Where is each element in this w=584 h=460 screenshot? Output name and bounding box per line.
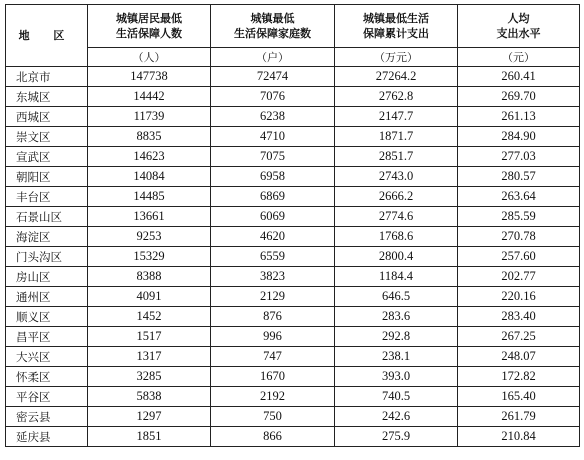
cell-per-capita: 220.16 [458,287,580,307]
cell-per-capita: 267.25 [458,327,580,347]
header-per-capita [458,5,580,48]
header-families [211,5,335,48]
cell-expenditure: 275.9 [335,427,458,447]
cell-people: 14084 [88,167,211,187]
cell-region: 朝阳区 [6,167,88,187]
cell-per-capita: 202.77 [458,267,580,287]
cell-families: 1670 [211,367,335,387]
cell-region: 石景山区 [6,207,88,227]
cell-people: 14442 [88,87,211,107]
cell-people: 4091 [88,287,211,307]
cell-per-capita: 261.79 [458,407,580,427]
cell-per-capita: 283.40 [458,307,580,327]
cell-expenditure: 292.8 [335,327,458,347]
table-body [6,67,580,447]
cell-families: 2192 [211,387,335,407]
cell-expenditure: 283.6 [335,307,458,327]
cell-families: 4710 [211,127,335,147]
table-row [6,107,580,127]
header-people-line2: 生活保障人数 [116,27,182,40]
cell-expenditure: 2762.8 [335,87,458,107]
cell-families: 6958 [211,167,335,187]
cell-expenditure: 393.0 [335,367,458,387]
cell-families: 2129 [211,287,335,307]
cell-expenditure: 1871.7 [335,127,458,147]
cell-people: 1517 [88,327,211,347]
header-families-line1: 城镇最低 [250,12,295,25]
cell-families: 750 [211,407,335,427]
cell-region: 海淀区 [6,227,88,247]
cell-per-capita: 260.41 [458,67,580,87]
cell-per-capita: 257.60 [458,247,580,267]
cell-people: 9253 [88,227,211,247]
header-per-capita-line1: 人均 [507,12,530,25]
header-people [88,5,211,48]
cell-expenditure: 2800.4 [335,247,458,267]
table-row [6,147,580,167]
cell-expenditure: 2851.7 [335,147,458,167]
cell-per-capita: 263.64 [458,187,580,207]
table-row [6,87,580,107]
cell-region: 西城区 [6,107,88,127]
cell-per-capita: 284.90 [458,127,580,147]
cell-people: 8835 [88,127,211,147]
cell-expenditure: 1768.6 [335,227,458,247]
cell-families: 996 [211,327,335,347]
cell-expenditure: 1184.4 [335,267,458,287]
table-row [6,367,580,387]
cell-region: 平谷区 [6,387,88,407]
unit-expenditure: （万元） [335,48,458,67]
cell-per-capita: 285.59 [458,207,580,227]
header-row [6,5,580,48]
cell-people: 3285 [88,367,211,387]
cell-families: 866 [211,427,335,447]
cell-people: 14485 [88,187,211,207]
cell-expenditure: 2147.7 [335,107,458,127]
cell-per-capita: 277.03 [458,147,580,167]
cell-per-capita: 248.07 [458,347,580,367]
header-people-line1: 城镇居民最低 [116,12,182,25]
cell-region: 崇文区 [6,127,88,147]
table-row [6,327,580,347]
cell-people: 147738 [88,67,211,87]
cell-expenditure: 2666.2 [335,187,458,207]
cell-region: 怀柔区 [6,367,88,387]
cell-people: 1317 [88,347,211,367]
cell-people: 1297 [88,407,211,427]
cell-people: 11739 [88,107,211,127]
table-row [6,247,580,267]
header-expenditure [335,5,458,48]
cell-region: 通州区 [6,287,88,307]
header-region: 地 区 [6,5,88,67]
cell-expenditure: 740.5 [335,387,458,407]
cell-per-capita: 261.13 [458,107,580,127]
table-row [6,167,580,187]
cell-per-capita: 269.70 [458,87,580,107]
table-row [6,307,580,327]
cell-region: 丰台区 [6,187,88,207]
cell-per-capita: 165.40 [458,387,580,407]
cell-families: 72474 [211,67,335,87]
cell-people: 1452 [88,307,211,327]
header-families-line2: 生活保障家庭数 [234,27,311,40]
cell-per-capita: 280.57 [458,167,580,187]
cell-per-capita: 172.82 [458,367,580,387]
cell-families: 6069 [211,207,335,227]
unit-row [6,48,580,67]
cell-families: 6238 [211,107,335,127]
cell-people: 8388 [88,267,211,287]
table-row [6,407,580,427]
cell-people: 15329 [88,247,211,267]
table-row [6,427,580,447]
cell-families: 3823 [211,267,335,287]
table-row [6,207,580,227]
table-row [6,347,580,367]
table-row [6,67,580,87]
table-row [6,287,580,307]
cell-expenditure: 242.6 [335,407,458,427]
cell-families: 6559 [211,247,335,267]
table-row [6,387,580,407]
cell-families: 876 [211,307,335,327]
cell-expenditure: 2774.6 [335,207,458,227]
header-expenditure-line2: 保障累计支出 [363,27,429,40]
statistics-table [5,4,580,447]
document-page [5,4,579,447]
cell-expenditure: 27264.2 [335,67,458,87]
cell-region: 大兴区 [6,347,88,367]
table-row [6,227,580,247]
cell-region: 昌平区 [6,327,88,347]
unit-people: （人） [88,48,211,67]
header-per-capita-line2: 支出水平 [496,27,541,40]
cell-expenditure: 238.1 [335,347,458,367]
cell-region: 门头沟区 [6,247,88,267]
cell-people: 5838 [88,387,211,407]
cell-families: 7075 [211,147,335,167]
cell-families: 6869 [211,187,335,207]
table-row [6,127,580,147]
cell-per-capita: 270.78 [458,227,580,247]
cell-region: 延庆县 [6,427,88,447]
cell-families: 7076 [211,87,335,107]
cell-region: 宣武区 [6,147,88,167]
unit-per-capita: （元） [458,48,580,67]
cell-expenditure: 646.5 [335,287,458,307]
cell-region: 房山区 [6,267,88,287]
cell-people: 14623 [88,147,211,167]
cell-region: 北京市 [6,67,88,87]
cell-region: 东城区 [6,87,88,107]
table-row [6,267,580,287]
cell-per-capita: 210.84 [458,427,580,447]
cell-region: 顺义区 [6,307,88,327]
header-expenditure-line1: 城镇最低生活 [363,12,429,25]
unit-families: （户） [211,48,335,67]
cell-people: 1851 [88,427,211,447]
table-row [6,187,580,207]
cell-region: 密云县 [6,407,88,427]
cell-expenditure: 2743.0 [335,167,458,187]
cell-families: 747 [211,347,335,367]
cell-families: 4620 [211,227,335,247]
cell-people: 13661 [88,207,211,227]
